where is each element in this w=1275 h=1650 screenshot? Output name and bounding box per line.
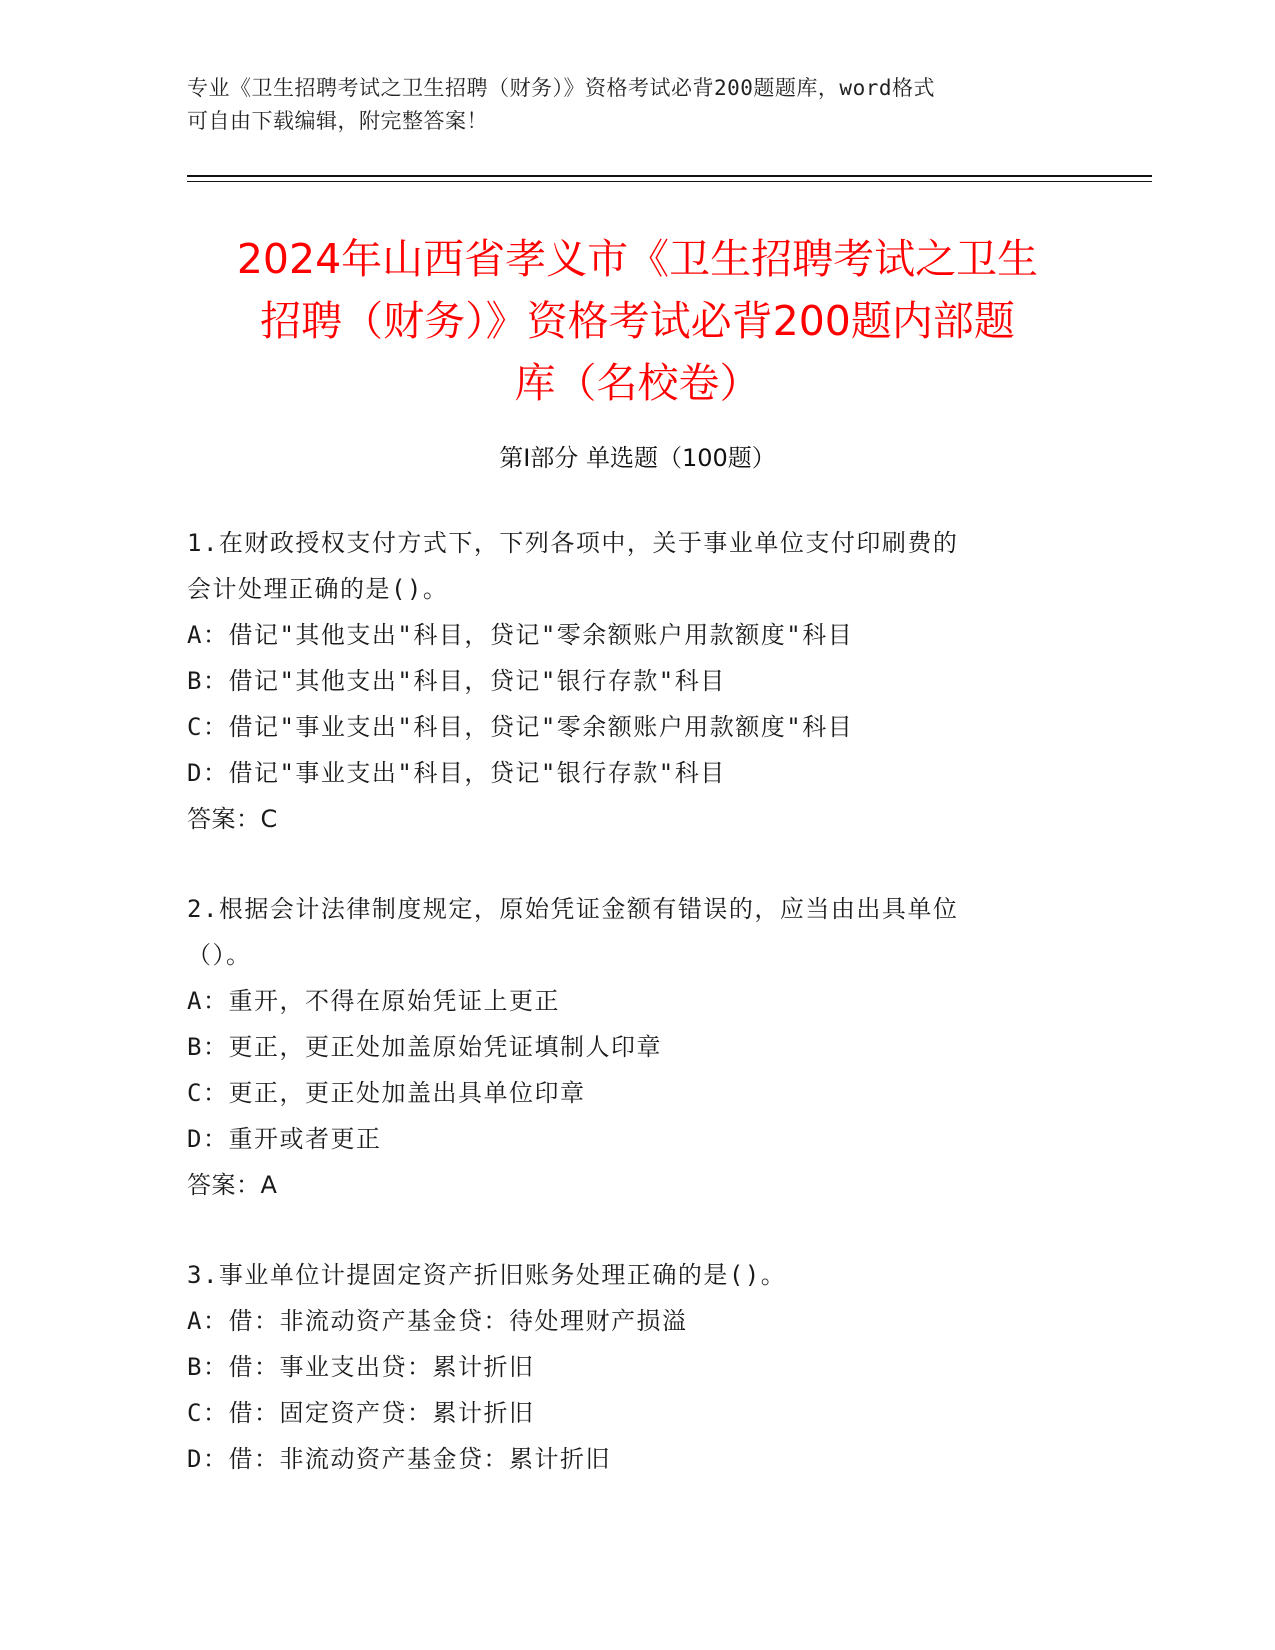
intro-text <box>187 72 1067 138</box>
option-c: C：借：固定资产贷：累计折旧 <box>187 1399 535 1427</box>
option-a: A：借记"其他支出"科目，贷记"零余额账户用款额度"科目 <box>187 621 854 649</box>
title-line: 招聘（财务）》资格考试必背200题内部题 <box>260 297 1015 345</box>
question-stem: （）。 <box>187 941 252 969</box>
answer: 答案：C <box>187 805 278 833</box>
option-a: A：借：非流动资产基金贷：待处理财产损溢 <box>187 1307 688 1335</box>
question-stem: 3.事业单位计提固定资产折旧账务处理正确的是()。 <box>187 1261 787 1289</box>
question-stem: 2.根据会计法律制度规定，原始凭证金额有错误的，应当由出具单位 <box>187 895 959 923</box>
option-b: B：借记"其他支出"科目，贷记"银行存款"科目 <box>187 667 726 695</box>
question-1 <box>187 520 1087 842</box>
question-stem: 1.在财政授权支付方式下，下列各项中，关于事业单位支付印刷费的 <box>187 529 959 557</box>
question-list <box>187 520 1087 1526</box>
option-a: A：重开，不得在原始凭证上更正 <box>187 987 560 1015</box>
answer: 答案：A <box>187 1171 278 1199</box>
option-b: B：更正，更正处加盖原始凭证填制人印章 <box>187 1033 662 1061</box>
section-heading: 第Ⅰ部分 单选题（100题） <box>499 444 776 472</box>
option-d: D：借：非流动资产基金贷：累计折旧 <box>187 1445 611 1473</box>
question-stem: 会计处理正确的是()。 <box>187 575 449 603</box>
option-d: D：重开或者更正 <box>187 1125 382 1153</box>
intro-line: 可自由下载编辑，附完整答案！ <box>187 109 488 133</box>
option-c: C：借记"事业支出"科目，贷记"零余额账户用款额度"科目 <box>187 713 854 741</box>
intro-line: 专业《卫生招聘考试之卫生招聘（财务）》资格考试必背200题题库，word格式 <box>187 76 935 100</box>
header-divider-thick <box>187 175 1152 177</box>
header-divider-thin <box>187 181 1152 182</box>
title-line: 库（名校卷） <box>514 359 761 407</box>
question-2 <box>187 886 1087 1208</box>
option-b: B：借：事业支出贷：累计折旧 <box>187 1353 535 1381</box>
option-c: C：更正，更正处加盖出具单位印章 <box>187 1079 586 1107</box>
document-title <box>160 228 1115 414</box>
title-line: 2024年山西省孝义市《卫生招聘考试之卫生 <box>236 235 1039 283</box>
option-d: D：借记"事业支出"科目，贷记"银行存款"科目 <box>187 759 726 787</box>
question-3 <box>187 1252 1087 1482</box>
